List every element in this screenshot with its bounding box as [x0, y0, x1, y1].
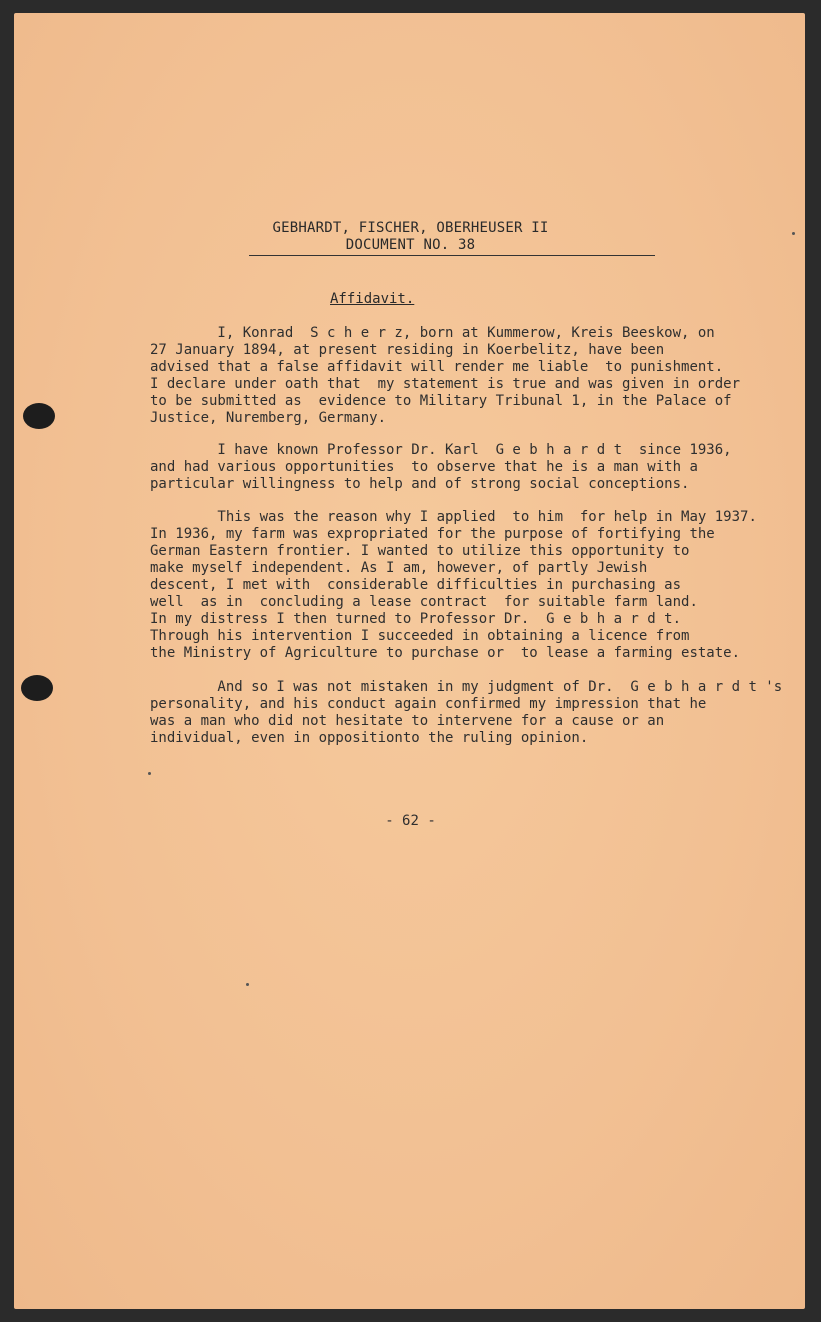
paper-speck	[148, 772, 151, 775]
punch-hole-bottom	[21, 675, 53, 701]
paper-speck	[246, 983, 249, 986]
document-header-line1: GEBHARDT, FISCHER, OBERHEUSER II	[272, 220, 549, 236]
paragraph-4: And so I was not mistaken in my judgment of Dr. G e b h a r d personality, and his conduct again confirmed my impression that he was a man who did not hesitate to intervene for a cause or an individual, even in oppositionto the ruling opinion.	[150, 679, 741, 746]
page-number: - 62 -	[385, 813, 436, 829]
paragraph-2: I have known Professor Dr. Karl G e b h a r d t since 1936, and had various opportunities to observe that he is a man with a particular willingness to help and of strong social conceptions.	[150, 442, 732, 492]
paragraph-1: I, Konrad S c h e r z, born at Kummerow, Kreis Beeskow, on 27 January 1894, at present residing in Koerbelitz, have been advised that a false affidavit will render me liable to punishment. I declare under oath that my statement is true and was given in order to be submitted as evidence to Military Tribunal 1, in the Palace of Justice, Nuremberg, Germany.	[150, 325, 741, 426]
header-rule	[249, 255, 655, 256]
document-header-line2: DOCUMENT NO. 38	[345, 237, 476, 253]
paragraph-3: This was the reason why I applied to him for help in May 1937. In 1936, my farm was expropriated for the purpose of fortifying the German Eastern frontier. I wanted to utilize this opportunity to make myself independent. As I am, however, of partly Jewish descent, I met with considerable difficulties in purchasing as well as in concluding a lease contract for suitable farm land. In my distress I then turned to Professor Dr. G e b h a r d t. Through his intervention I succeeded in obtaining a licence from the Ministry of Agriculture to purchase or to lease a farming estate.	[150, 509, 757, 661]
punch-hole-top	[23, 403, 55, 429]
paper-speck	[792, 232, 795, 235]
affidavit-title: Affidavit.	[330, 291, 415, 307]
